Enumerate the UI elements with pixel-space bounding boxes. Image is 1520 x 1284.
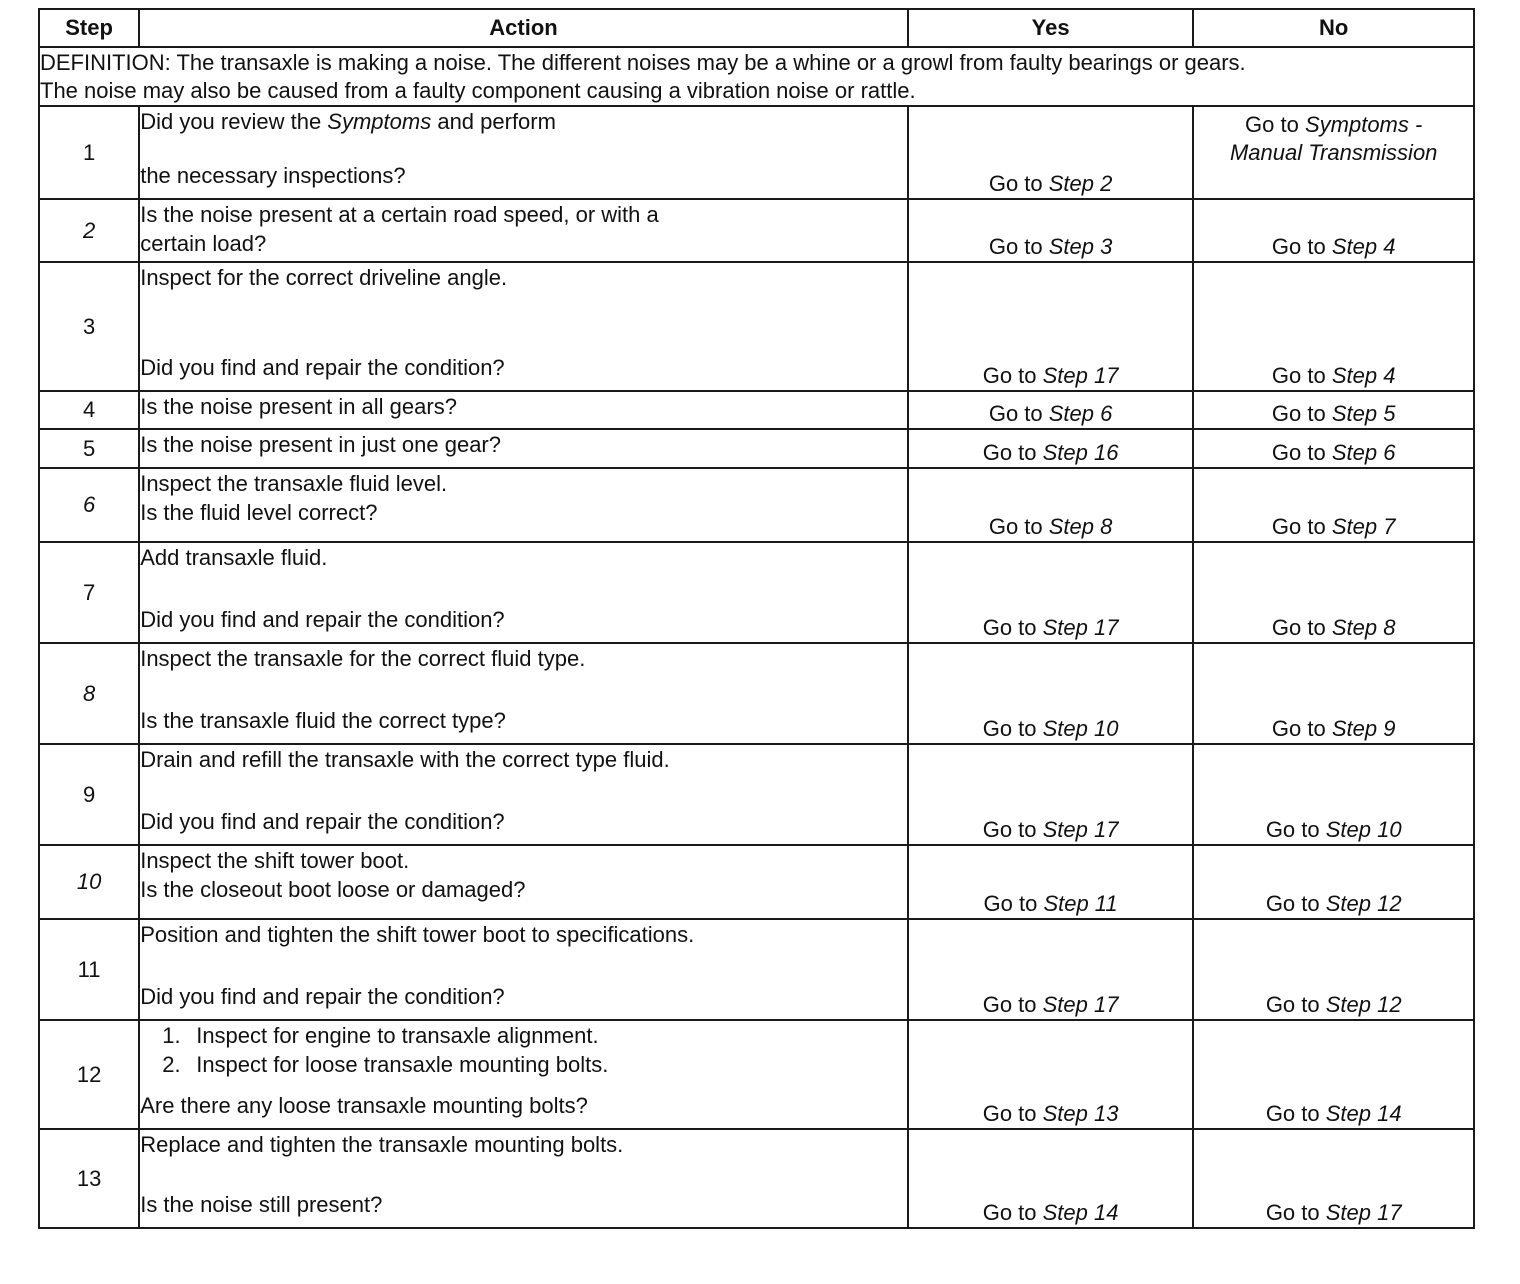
yes-step-link[interactable]: Step 14 — [1042, 1200, 1119, 1225]
no-step-link[interactable]: Step 5 — [1331, 401, 1396, 426]
no-step-link[interactable]: Step 4 — [1331, 234, 1396, 259]
action-line — [140, 107, 907, 136]
header-yes: Yes — [908, 9, 1194, 47]
no-cell[interactable] — [1193, 1020, 1474, 1129]
no-pre: Go to — [1271, 514, 1332, 539]
no-step-link[interactable]: Step 7 — [1331, 514, 1396, 539]
step-row — [39, 391, 1474, 429]
step-number: 12 — [39, 1020, 139, 1129]
no-cell[interactable] — [1193, 391, 1474, 429]
yes-step-link[interactable]: Step 17 — [1042, 363, 1119, 388]
yes-cell[interactable] — [908, 744, 1194, 845]
action-line: certain load? — [140, 231, 267, 256]
step-row — [39, 744, 1474, 845]
yes-pre: Go to — [988, 514, 1049, 539]
action-content — [140, 263, 907, 382]
header-row — [39, 9, 1474, 47]
action-line: Inspect the transaxle fluid level. — [140, 471, 448, 496]
yes-step-link[interactable]: Step 11 — [1043, 891, 1118, 916]
action-content — [140, 200, 907, 256]
action-line: Did you find and repair the condition? — [140, 984, 505, 1009]
action-cell — [139, 845, 908, 919]
no-pre: Go to — [1271, 716, 1332, 741]
action-content — [140, 920, 907, 1011]
step-row — [39, 542, 1474, 643]
step-row — [39, 106, 1474, 199]
no-pre: Go to — [1271, 234, 1332, 259]
item-number: 1. — [162, 1023, 181, 1048]
action-line: Inspect the shift tower boot. — [140, 848, 410, 873]
no-cell[interactable] — [1193, 429, 1474, 468]
step-number: 8 — [39, 643, 139, 744]
no-step-link[interactable]: Step 12 — [1325, 992, 1402, 1017]
definition-line: The noise may also be caused from a faulty component causing a vibration noise or rattle. — [40, 77, 916, 103]
no-cell[interactable] — [1193, 199, 1474, 262]
yes-pre: Go to — [982, 440, 1043, 465]
no-step-link[interactable]: Step 6 — [1331, 440, 1396, 465]
item-number: 2. — [162, 1052, 181, 1077]
yes-cell[interactable] — [908, 1020, 1194, 1129]
step-row — [39, 1129, 1474, 1228]
yes-cell[interactable] — [908, 845, 1194, 919]
action-line: Add transaxle fluid. — [140, 545, 328, 570]
yes-step-link[interactable]: Step 8 — [1048, 514, 1113, 539]
step-number: 1 — [39, 106, 139, 199]
yes-pre: Go to — [988, 171, 1049, 196]
yes-pre: Go to — [988, 234, 1049, 259]
yes-step-link[interactable]: Step 6 — [1048, 401, 1113, 426]
action-line: Inspect the transaxle for the correct fluid type. — [140, 646, 586, 671]
yes-step-link[interactable]: Step 10 — [1042, 716, 1119, 741]
no-step-link[interactable]: Step 9 — [1331, 716, 1396, 741]
no-pre: Go to — [1265, 992, 1326, 1017]
action-line: Is the noise present in just one gear? — [140, 432, 501, 457]
yes-pre: Go to — [982, 992, 1043, 1017]
action-line: Is the transaxle fluid the correct type? — [140, 708, 506, 733]
no-pre: Go to — [1265, 1101, 1326, 1126]
yes-cell[interactable] — [908, 643, 1194, 744]
no-cell[interactable] — [1193, 643, 1474, 744]
no-pre: Go to — [1271, 363, 1332, 388]
action-cell — [139, 106, 908, 199]
action-line: Is the noise present at a certain road speed, or with a — [140, 202, 659, 227]
no-cell[interactable] — [1193, 919, 1474, 1020]
yes-cell[interactable] — [908, 468, 1194, 542]
action-line: Inspect for the correct driveline angle. — [140, 265, 508, 290]
step-row — [39, 919, 1474, 1020]
action-content — [140, 469, 907, 533]
action-content — [140, 430, 907, 459]
step-number: 5 — [39, 429, 139, 468]
no-step-link[interactable]: Manual Transmission — [1229, 140, 1438, 165]
action-content — [140, 644, 907, 735]
action-cell — [139, 468, 908, 542]
yes-pre: Go to — [983, 891, 1044, 916]
no-cell[interactable] — [1193, 845, 1474, 919]
step-row — [39, 262, 1474, 391]
no-pre: Go to — [1271, 401, 1332, 426]
step-row — [39, 643, 1474, 744]
yes-cell[interactable] — [908, 1129, 1194, 1228]
no-step-link[interactable]: Step 4 — [1331, 363, 1396, 388]
no-cell[interactable] — [1193, 106, 1474, 199]
no-cell[interactable] — [1193, 262, 1474, 391]
header-no: No — [1193, 9, 1474, 47]
no-pre: Go to — [1245, 112, 1305, 137]
action-reference: Symptoms — [327, 109, 432, 134]
numbered-item — [140, 1021, 907, 1050]
yes-pre: Go to — [982, 615, 1043, 640]
definition-row — [39, 47, 1474, 106]
action-cell — [139, 542, 908, 643]
step-row — [39, 1020, 1474, 1129]
yes-cell[interactable] — [908, 429, 1194, 468]
action-line: Did you find and repair the condition? — [140, 607, 505, 632]
step-row — [39, 468, 1474, 542]
step-number: 4 — [39, 391, 139, 429]
yes-cell[interactable] — [908, 919, 1194, 1020]
action-content — [140, 1130, 907, 1219]
no-pre: Go to — [1265, 817, 1326, 842]
action-content — [140, 392, 907, 420]
header-step: Step — [39, 9, 139, 47]
yes-cell[interactable] — [908, 542, 1194, 643]
yes-step-link[interactable]: Step 17 — [1042, 992, 1119, 1017]
yes-step-link[interactable]: Step 17 — [1042, 817, 1119, 842]
step-number: 7 — [39, 542, 139, 643]
yes-step-link[interactable]: Step 16 — [1042, 440, 1119, 465]
action-cell — [139, 199, 908, 262]
action-line: Did you find and repair the condition? — [140, 809, 505, 834]
no-line — [1194, 139, 1473, 167]
action-line: Did you find and repair the condition? — [140, 355, 505, 380]
yes-pre: Go to — [982, 716, 1043, 741]
action-cell — [139, 262, 908, 391]
no-step-link[interactable]: Step 14 — [1325, 1101, 1402, 1126]
step-number: 13 — [39, 1129, 139, 1228]
no-step-link[interactable]: Step 17 — [1325, 1200, 1402, 1225]
numbered-item — [140, 1050, 907, 1079]
action-line: Drain and refill the transaxle with the correct type fluid. — [140, 747, 670, 772]
action-cell — [139, 1129, 908, 1228]
yes-step-link[interactable]: Step 3 — [1048, 234, 1113, 259]
yes-pre: Go to — [982, 817, 1043, 842]
action-line: Is the noise present in all gears? — [140, 394, 457, 419]
no-step-link[interactable]: Step 8 — [1331, 615, 1396, 640]
step-row — [39, 199, 1474, 262]
action-line: Position and tighten the shift tower boot to specifications. — [140, 922, 695, 947]
action-line: Is the closeout boot loose or damaged? — [140, 877, 526, 902]
action-line: Is the noise still present? — [140, 1192, 383, 1217]
no-pre: Go to — [1271, 615, 1332, 640]
no-cell[interactable] — [1193, 744, 1474, 845]
action-content — [140, 846, 907, 910]
yes-step-link[interactable]: Step 17 — [1042, 615, 1119, 640]
action-cell — [139, 919, 908, 1020]
yes-pre: Go to — [982, 363, 1043, 388]
step-row — [39, 429, 1474, 468]
action-content — [140, 107, 907, 190]
no-cell[interactable] — [1193, 1129, 1474, 1228]
action-text: Did you review the — [140, 109, 328, 134]
no-cell[interactable] — [1193, 542, 1474, 643]
no-step-link[interactable]: Step 10 — [1325, 817, 1402, 842]
no-step-link[interactable]: Step 12 — [1325, 891, 1402, 916]
action-line: Replace and tighten the transaxle mounting bolts. — [140, 1132, 624, 1157]
action-line: the necessary inspections? — [140, 163, 406, 188]
action-content — [140, 1021, 907, 1120]
step-number: 3 — [39, 262, 139, 391]
definition-cell — [39, 47, 1474, 106]
diagnostic-table — [38, 8, 1475, 1229]
header-action: Action — [139, 9, 908, 47]
step-number: 9 — [39, 744, 139, 845]
action-line: Are there any loose transaxle mounting bolts? — [140, 1093, 588, 1118]
step-number: 2 — [39, 199, 139, 262]
yes-step-link[interactable]: Step 2 — [1048, 171, 1113, 196]
action-content — [140, 543, 907, 634]
step-number: 11 — [39, 919, 139, 1020]
step-row — [39, 845, 1474, 919]
yes-pre: Go to — [982, 1101, 1043, 1126]
item-text: Inspect for loose transaxle mounting bolts. — [196, 1052, 609, 1077]
no-line — [1194, 111, 1473, 139]
step-number: 10 — [39, 845, 139, 919]
action-cell — [139, 1020, 908, 1129]
action-content — [140, 745, 907, 836]
yes-step-link[interactable]: Step 13 — [1042, 1101, 1119, 1126]
no-cell[interactable] — [1193, 468, 1474, 542]
yes-cell[interactable] — [908, 262, 1194, 391]
no-pre: Go to — [1271, 440, 1332, 465]
yes-cell[interactable] — [908, 391, 1194, 429]
action-cell — [139, 429, 908, 468]
action-cell — [139, 391, 908, 429]
yes-cell[interactable] — [908, 199, 1194, 262]
action-cell — [139, 744, 908, 845]
item-text: Inspect for engine to transaxle alignment. — [196, 1023, 599, 1048]
action-cell — [139, 643, 908, 744]
step-number: 6 — [39, 468, 139, 542]
yes-cell[interactable] — [908, 106, 1194, 199]
yes-pre: Go to — [982, 1200, 1043, 1225]
no-step-link[interactable]: Symptoms - — [1304, 112, 1423, 137]
action-text: and perform — [431, 109, 556, 134]
action-line: Is the fluid level correct? — [140, 500, 378, 525]
no-pre: Go to — [1265, 891, 1326, 916]
no-pre: Go to — [1265, 1200, 1326, 1225]
yes-pre: Go to — [988, 401, 1049, 426]
definition-line: DEFINITION: The transaxle is making a noise. The different noises may be a whine or a growl from faulty bearings or gears. — [40, 49, 1246, 75]
